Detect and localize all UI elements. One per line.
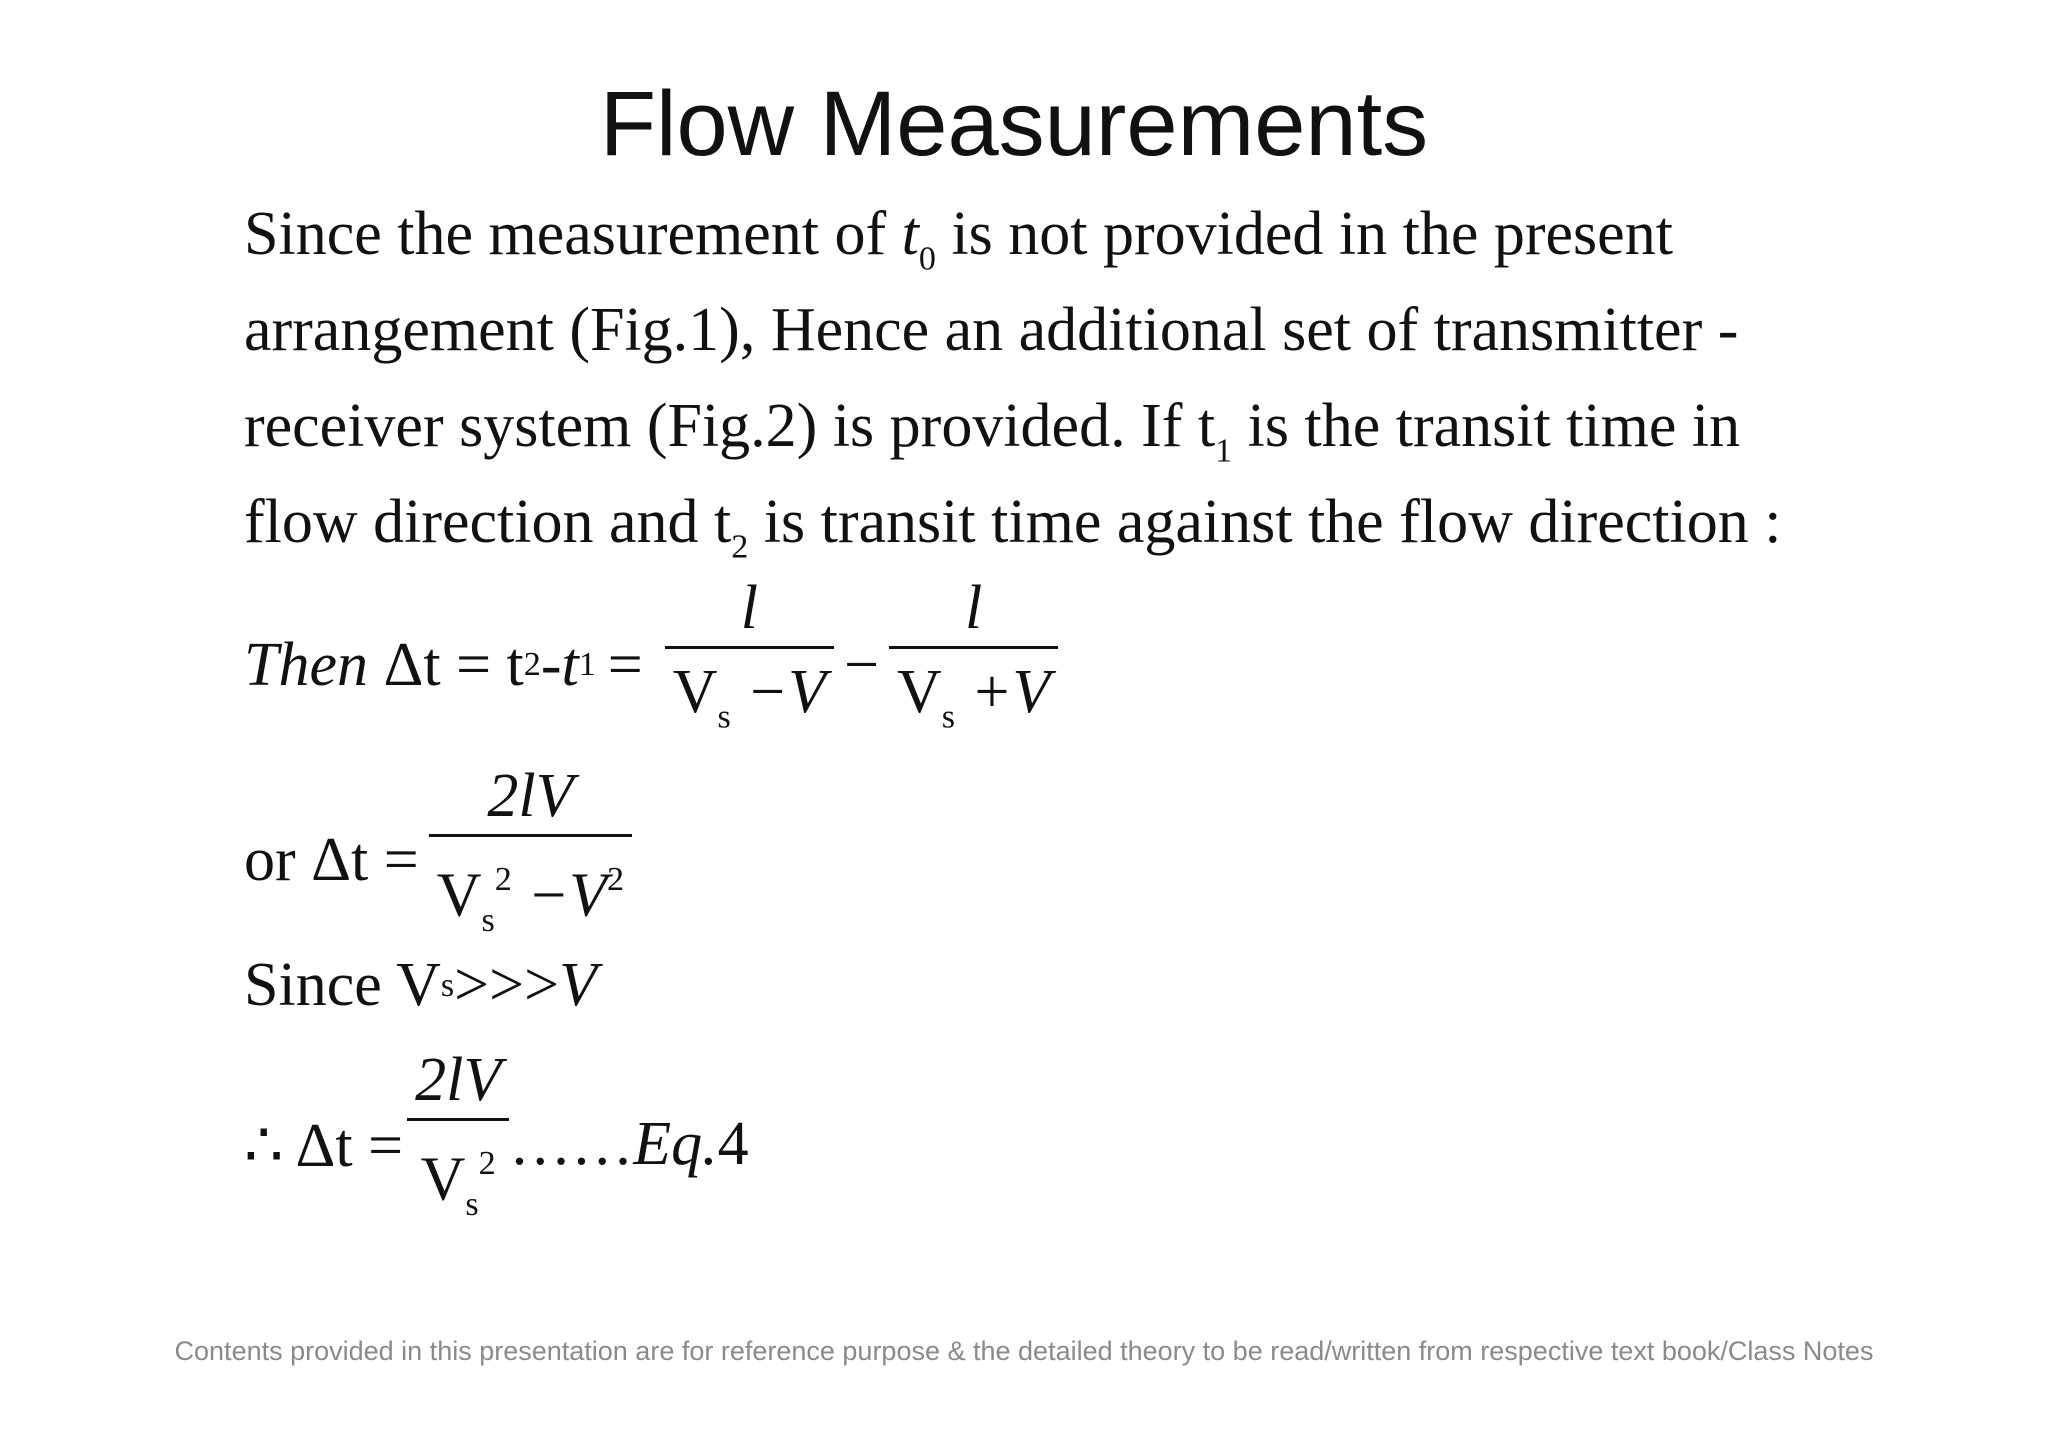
fraction-denominator [413, 1121, 504, 1248]
fraction-downstream [665, 570, 834, 760]
superscript: 2 [494, 861, 512, 898]
much-greater-sign: >>> [454, 951, 560, 1019]
text-segment: flow direction and t [244, 488, 732, 556]
subscript: s [481, 901, 495, 939]
fraction [429, 758, 632, 964]
subscript: s [465, 1185, 479, 1223]
subscript: s [717, 698, 731, 736]
equation-label: Eq. [633, 1110, 718, 1179]
den-term: +V [955, 658, 1051, 726]
subscript: s [941, 698, 956, 736]
fraction-denominator [889, 649, 1058, 760]
footer-disclaimer: Contents provided in this presentation are for reference purpose & the detailed theory to be read/written from respective text book/Class Notes [174, 1336, 1874, 1366]
fraction-denominator [429, 837, 632, 964]
body-line-4 [244, 474, 1844, 570]
text-segment: Since the measurement of [244, 200, 902, 268]
body-line-1 [244, 186, 1844, 282]
text-segment: is not provided in the present [935, 200, 1673, 268]
den-term: V [896, 658, 942, 726]
text-segment: is the transit time in [1232, 392, 1741, 460]
eq-lhs: ∴ Δt = [244, 1111, 404, 1180]
den-term: −V [730, 658, 827, 726]
equation-assumption [244, 950, 597, 1021]
ellipsis: …… [509, 1110, 634, 1179]
den-term: −V [511, 861, 608, 930]
fraction-numerator: 2lV [415, 1046, 502, 1114]
subscript: s [440, 966, 455, 1004]
text-segment: is transit time against the flow direction : [748, 488, 1782, 556]
fraction-numerator: l [965, 574, 983, 642]
text-segment: receiver system (Fig.2) is provided. If t [244, 392, 1216, 460]
variable: t [901, 200, 919, 268]
body-line-3 [244, 378, 1844, 474]
superscript: 2 [478, 1145, 496, 1182]
equation-final [244, 1042, 749, 1248]
subscript: 1 [578, 646, 596, 684]
variable: V [559, 951, 597, 1019]
body-line-2: arrangement (Fig.1), Hence an additional set of transmitter - [244, 296, 1739, 364]
fraction-numerator: l [740, 574, 758, 642]
minus-sign: − [844, 630, 879, 699]
fraction-denominator [665, 649, 834, 760]
fraction-upstream [889, 570, 1058, 760]
den-term: V [420, 1145, 466, 1214]
eq-lhs: or Δt = [244, 826, 419, 895]
subscript: 1 [1215, 432, 1233, 470]
fraction-numerator: 2lV [487, 762, 574, 830]
then-word: Then [244, 630, 368, 699]
minus-sign: - [540, 630, 562, 699]
variable: t [561, 630, 579, 699]
den-term: V [672, 658, 718, 726]
subscript: 0 [918, 240, 936, 278]
subscript: 2 [731, 528, 749, 566]
slide-title: Flow Measurements [599, 73, 1429, 175]
eq-text: Since V [244, 951, 441, 1019]
den-term: V [436, 861, 482, 930]
equation-delta-t [244, 570, 1068, 760]
superscript: 2 [607, 861, 625, 898]
fraction [407, 1042, 509, 1248]
eq-lhs: Δt = t [383, 630, 524, 699]
equation-number: 4 [717, 1110, 749, 1179]
body-paragraph [244, 186, 1844, 570]
equation-simplified [244, 758, 642, 964]
subscript: 2 [523, 646, 541, 684]
equals-sign: = [607, 630, 643, 699]
